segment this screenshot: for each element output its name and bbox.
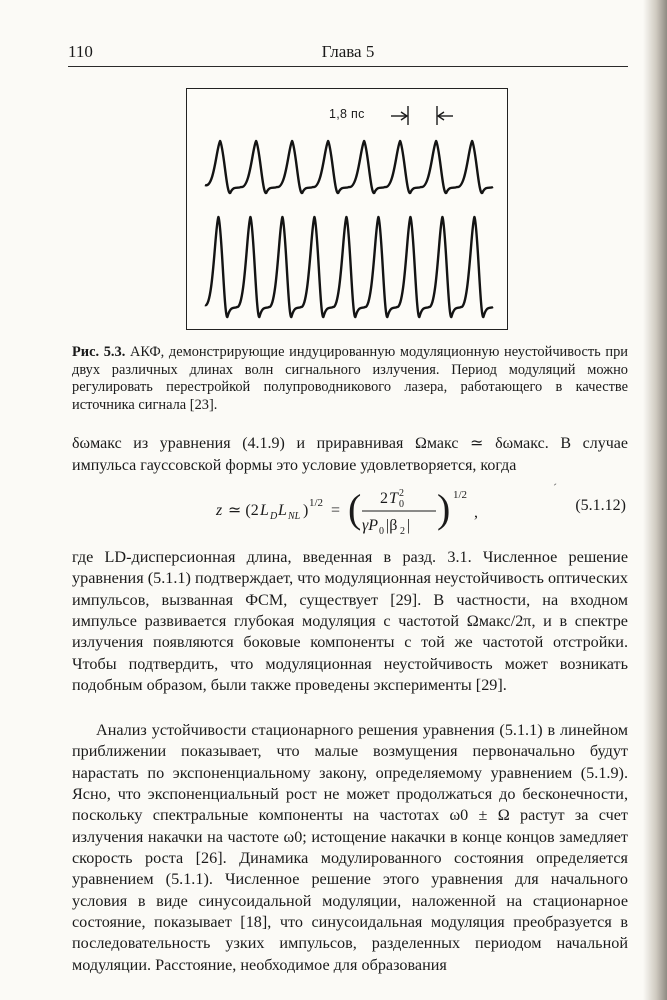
caption-label: Рис. 5.3. (72, 344, 126, 360)
equation-formula (212, 482, 512, 538)
svg-text:,: , (474, 504, 478, 521)
body-paragraph-2 (72, 720, 628, 976)
svg-text:z: z (216, 502, 223, 519)
svg-text:2: 2 (400, 526, 405, 537)
scale-label: 1,8 пс (329, 107, 365, 121)
paragraph-2: Анализ устойчивости стационарного решения уравнения (5.1.1) в линейном приближении показывает, что малые возмущения первоначально будут нарастать по экспоненциальному закону, определяемому уравнением (5.1.9). Ясно, что экспоненциальный рост не может продолжаться до бесконечности, поскольку спектральные компоненты на частотах ω0 ± Ω растут за счет излучения накачки на частоте ω0; истощение накачки в конце концов замедляет скорость роста [26]. Динамика модулированного состояния определяется уравнением (5.1.1). Численное решение этого уравнения для начального условия в виде синусоидальной модуляции, наложенной на стационарное состояние, показывает [18], что синусоидальная модуляция преобразуется в последовательность узких импульсов, разделенных периодом начальной модуляции. Расстояние, необходимое для образования (72, 721, 628, 974)
svg-text:0: 0 (379, 526, 384, 537)
body-paragraph-1 (72, 547, 628, 696)
page-edge-shadow (643, 0, 667, 1000)
svg-text:): ) (437, 486, 451, 531)
svg-text:L: L (278, 502, 287, 519)
svg-text:0: 0 (399, 499, 404, 510)
svg-text:L: L (260, 502, 269, 519)
svg-text:2: 2 (380, 490, 388, 507)
svg-text:1/2: 1/2 (309, 497, 324, 509)
svg-text:|: | (407, 517, 411, 534)
scale-markers (391, 106, 453, 125)
svg-text:T: T (389, 490, 398, 507)
svg-text:D: D (270, 511, 278, 522)
svg-text:(: ( (348, 486, 362, 531)
figure-5-3 (186, 88, 508, 330)
svg-text:NL: NL (288, 511, 301, 522)
svg-text:γP: γP (362, 517, 379, 534)
page-number: 110 (68, 42, 93, 61)
scan-speck: ´ (553, 481, 557, 495)
svg-text:≃ (2: ≃ (2 (228, 502, 259, 519)
text-line-2: импульса гауссовской формы это условие удовлетворяется, когда (72, 457, 517, 474)
running-header (68, 42, 628, 66)
figure-caption (72, 344, 628, 414)
trace-lower (205, 217, 493, 317)
autocorrelation-plot (187, 89, 507, 329)
equation-number: (5.1.12) (575, 497, 626, 514)
trace-upper (205, 141, 493, 193)
chapter-title: Глава 5 (321, 42, 375, 61)
svg-text:|β: |β (386, 517, 398, 534)
caption-text: АКФ, демонстрирующие индуцированную модуляционную неустойчивость при двух различных длинах волн сигнального излучения. Период модуляций можно регулировать перестройкой полупроводникового лазера, работающего в качестве источника сигнала [23]. (72, 344, 628, 413)
svg-text:1/2: 1/2 (453, 489, 468, 501)
svg-text:=: = (331, 502, 341, 519)
paragraph-1: где LD-дисперсионная длина, введенная в разд. 3.1. Численное решение уравнения (5.1.1) подтверждает, что модуляционная неустойчивость оптических импульсов, вызванная ФСМ, существует [29]. В частности, на входном импульсе развивается глубокая модуляция с частотой Ωмакс/2π, и в спектре излучения появляются боковые компоненты с той же частотой отстройки. Чтобы подтвердить, что модуляционная неустойчивость может возникать подобным образом, были также проведены эксперименты [29]. (72, 548, 628, 695)
text-line-1: δωмакс из уравнения (4.1.9) и приравнивая Ωмакс ≃ δωмакс. В случае (72, 435, 628, 452)
svg-text:2: 2 (399, 488, 404, 499)
equation-5-1-12 (72, 480, 628, 538)
header-rule (68, 66, 628, 67)
svg-text:): ) (303, 502, 309, 519)
